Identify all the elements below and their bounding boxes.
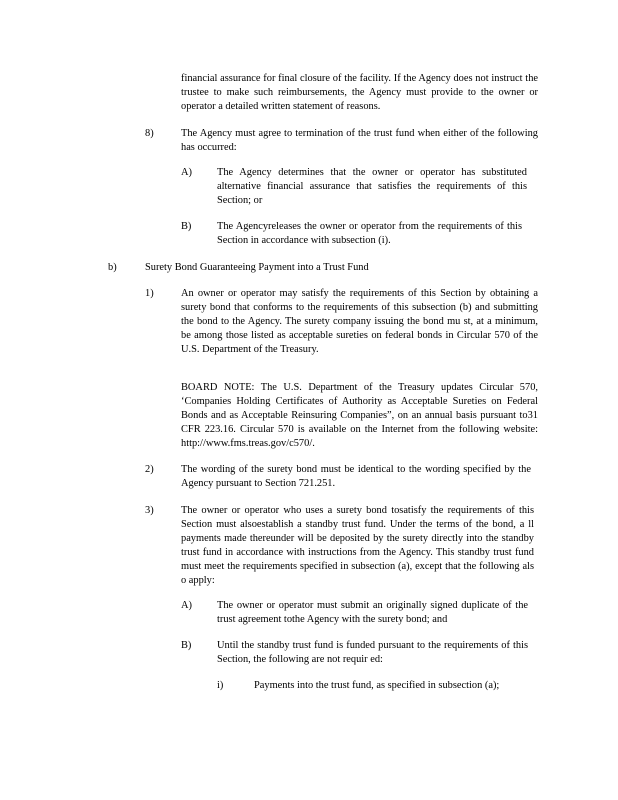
item-b3b-text: Until the standby trust fund is funded pursuant to the requirements of this Section, the following are not requir ed: (217, 640, 528, 665)
item-b3-text: The owner or operator who uses a surety bond tosatisfy the requirements of this Section must alsoestablish a standby trust fund. Under the terms of the bond, a ll payments made thereunder will be deposited by the surety directly into the standby trust fund in accordance with instructions from the Agency. This standby trust fund must meet the requirements specified in subsection (a), except that the following als o apply: (181, 505, 534, 586)
item-b3-paragraph (181, 504, 534, 588)
item-8-paragraph (181, 127, 538, 155)
item-b2-label: 2) (145, 464, 154, 475)
item-b1-paragraph (181, 287, 538, 357)
item-b3-label: 3) (145, 505, 154, 516)
board-note-text: BOARD NOTE: The U.S. Department of the Treasury updates Circular 570, ‘Companies Holding Certificates of Authority as Acceptable Sureties on Federal Bonds and as Acceptable Reinsuring Companies”, on an annual basis pursuant to31 CFR 223.16. Circular 570 is available on the Internet from the following website: http://www.fms.treas.gov/c570/. (181, 382, 538, 449)
item-b3b-label: B) (181, 640, 192, 651)
item-8b-paragraph (217, 220, 522, 248)
section-b-heading: Surety Bond Guaranteeing Payment into a Trust Fund (145, 262, 369, 273)
item-b2-text: The wording of the surety bond must be identical to the wording specified by the Agency pursuant to Section 721.251. (181, 464, 531, 489)
item-b2-paragraph (181, 463, 531, 491)
item-8-text: The Agency must agree to termination of the trust fund when either of the following has occurred: (181, 128, 538, 153)
item-b3a-label: A) (181, 600, 192, 611)
item-b3a-text: The owner or operator must submit an originally signed duplicate of the trust agreement tothe Agency with the surety bond; and (217, 600, 528, 625)
item-b3bi-text: Payments into the trust fund, as specified in subsection (a); (254, 680, 500, 691)
item-b1-label: 1) (145, 288, 154, 299)
continuation-text: financial assurance for final closure of the facility. If the Agency does not instruct the trustee to make such reimbursements, the Agency must provide to the owner or operator a detailed written statement of reasons. (181, 73, 538, 112)
item-8a-text: The Agency determines that the owner or operator has substituted alternative financial assurance that satisfies the requirements of this Section; or (217, 167, 527, 206)
item-b1-text: An owner or operator may satisfy the requirements of this Section by obtaining a surety bond that conforms to the requirements of this subsection (b) and submitting the bond to the Agency. The surety company issuing the bond mu st, at a minimum, be among those listed as acceptable sureties on federal bonds in Circular 570 of the U.S. Department of the Treasury. (181, 288, 538, 355)
item-8a-paragraph (217, 166, 527, 208)
section-b-label: b) (108, 262, 117, 273)
item-b3b-paragraph (217, 639, 528, 667)
item-b3bi-label: i) (217, 680, 224, 691)
continuation-paragraph (181, 72, 538, 114)
item-b3a-paragraph (217, 599, 528, 627)
board-note-paragraph (181, 381, 538, 451)
item-8b-label: B) (181, 221, 192, 232)
item-b3bi-paragraph (254, 679, 538, 693)
item-8a-label: A) (181, 167, 192, 178)
item-8-label: 8) (145, 128, 154, 139)
item-8b-text: The Agencyreleases the owner or operator from the requirements of this Section in accordance with subsection (i). (217, 221, 522, 246)
